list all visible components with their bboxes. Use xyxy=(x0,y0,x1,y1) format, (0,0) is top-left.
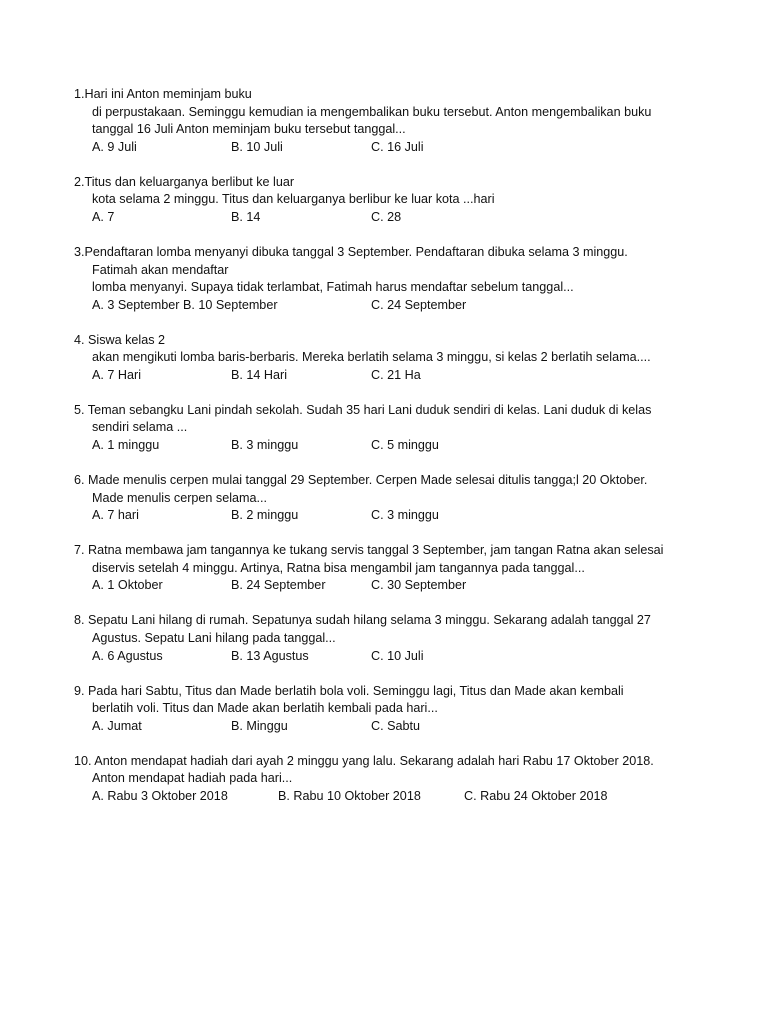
answer-option: A. 9 Juli xyxy=(92,139,137,154)
answer-option: C. 3 minggu xyxy=(371,508,439,523)
answer-options xyxy=(92,507,694,525)
answer-option: A. Jumat xyxy=(92,718,142,733)
question-5 xyxy=(74,402,694,455)
answer-option: B. Rabu 10 Oktober 2018 xyxy=(278,788,421,803)
answer-option: C. 30 September xyxy=(371,578,467,593)
question-text: 10. Anton mendapat hadiah dari ayah 2 minggu yang lalu. Sekarang adalah hari Rabu 17 Oktober 2018. Anton mendapat hadiah pada hari... xyxy=(74,753,654,786)
answer-option: B. 14 Hari xyxy=(231,367,287,382)
answer-option: A. 6 Agustus xyxy=(92,648,163,663)
answer-options xyxy=(92,437,694,455)
question-text: 4. Siswa kelas 2 akan mengikuti lomba baris-berbaris. Mereka berlatih selama 3 minggu, si kelas 2 berlatih selama.... xyxy=(74,332,651,365)
question-9 xyxy=(74,683,694,736)
question-1 xyxy=(74,86,694,156)
question-8 xyxy=(74,612,694,665)
answer-option: C. 16 Juli xyxy=(371,139,424,154)
answer-option: B. 14 xyxy=(231,209,261,224)
answer-option: B. Minggu xyxy=(231,718,288,733)
question-4 xyxy=(74,332,694,385)
answer-option: C. 28 xyxy=(371,209,402,224)
question-text: 5. Teman sebangku Lani pindah sekolah. Sudah 35 hari Lani duduk sendiri di kelas. Lani duduk di kelas sendiri selama ... xyxy=(74,402,652,435)
question-text: 2.Titus dan keluarganya berlibut ke luar kota selama 2 minggu. Titus dan keluarganya berlibur ke luar kota ...hari xyxy=(74,174,495,207)
answer-option: B. 10 Juli xyxy=(231,139,283,154)
answer-option: C. 24 September xyxy=(371,297,467,312)
question-text: 9. Pada hari Sabtu, Titus dan Made berlatih bola voli. Seminggu lagi, Titus dan Made akan kembali berlatih voli. Titus dan Made akan berlatih kembali pada hari... xyxy=(74,683,624,716)
answer-option: A. 1 minggu xyxy=(92,438,160,453)
answer-options xyxy=(92,648,694,666)
answer-option: B. 3 minggu xyxy=(231,438,299,453)
answer-option: C. 21 Ha xyxy=(371,367,421,382)
answer-option: C. 5 minggu xyxy=(371,438,439,453)
answer-option: A. Rabu 3 Oktober 2018 xyxy=(92,788,228,803)
answer-option: C. 10 Juli xyxy=(371,648,424,663)
answer-options xyxy=(92,367,694,385)
answer-options xyxy=(92,788,694,806)
answer-option: B. 24 September xyxy=(231,578,326,593)
answer-options xyxy=(92,718,694,736)
question-10 xyxy=(74,753,694,806)
question-text: 8. Sepatu Lani hilang di rumah. Sepatunya sudah hilang selama 3 minggu. Sekarang adalah tanggal 27 Agustus. Sepatu Lani hilang pada tanggal... xyxy=(74,613,651,645)
question-text: 3.Pendaftaran lomba menyanyi dibuka tanggal 3 September. Pendaftaran dibuka selama 3 minggu. Fatimah akan mendaftar lomba menyanyi. Supaya tidak terlambat, Fatimah harus mendaftar sebelum tanggal... xyxy=(74,244,628,295)
question-text: 7. Ratna membawa jam tangannya ke tukang servis tanggal 3 September, jam tangan Ratna akan selesai diservis setelah 4 minggu. Artinya, Ratna bisa mengambil jam tangannya pada tanggal... xyxy=(74,543,664,575)
answer-option: B. 2 minggu xyxy=(231,508,299,523)
answer-options xyxy=(92,139,694,157)
answer-option: C. Sabtu xyxy=(371,718,421,733)
answer-option: A. 7 Hari xyxy=(92,367,141,382)
question-list xyxy=(74,86,694,823)
question-3 xyxy=(74,244,694,314)
question-7 xyxy=(74,542,694,595)
answer-options xyxy=(92,297,694,315)
question-6 xyxy=(74,472,694,525)
answer-option: A. 1 Oktober xyxy=(92,578,163,593)
answer-option: C. Rabu 24 Oktober 2018 xyxy=(464,788,608,803)
question-text: 6. Made menulis cerpen mulai tanggal 29 September. Cerpen Made selesai ditulis tangga;l 20 Oktober. Made menulis cerpen selama... xyxy=(74,473,648,505)
answer-options xyxy=(92,577,694,595)
answer-options xyxy=(92,209,694,227)
answer-option: A. 3 September B. 10 September xyxy=(92,297,278,312)
question-text: 1.Hari ini Anton meminjam buku di perpustakaan. Seminggu kemudian ia mengembalikan buku tersebut. Anton mengembalikan buku tanggal 16 Juli Anton meminjam buku tersebut tanggal... xyxy=(74,87,652,137)
answer-option: A. 7 hari xyxy=(92,508,139,523)
answer-option: B. 13 Agustus xyxy=(231,648,309,663)
question-2 xyxy=(74,174,694,227)
answer-option: A. 7 xyxy=(92,209,115,224)
